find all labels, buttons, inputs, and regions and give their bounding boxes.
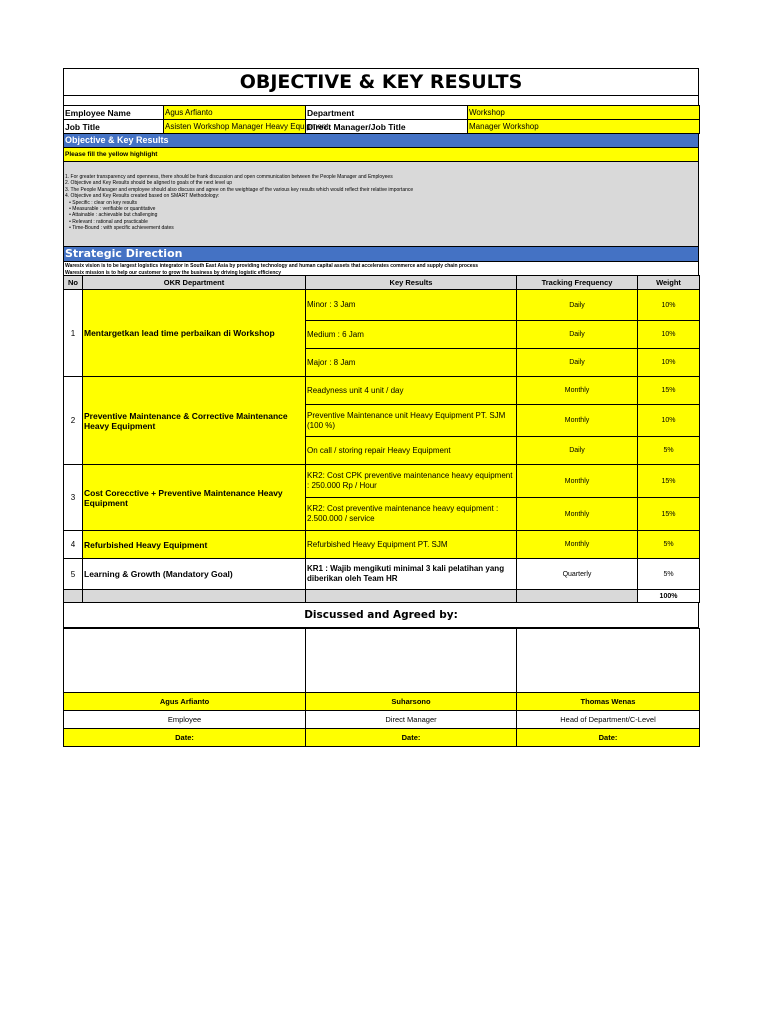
manager-field[interactable]: Manager Workshop (468, 120, 700, 134)
signer-role: Employee (64, 711, 306, 729)
employee-info-table (63, 105, 700, 134)
objective-no: 4 (64, 531, 83, 559)
header-kr: Key Results (306, 276, 517, 290)
objective-no: 2 (64, 377, 83, 465)
guideline-line: • Specific : clear on key results (65, 199, 138, 206)
mission-text: Waresix mission is to help our customer to grow the business by driving logistic efficiency (65, 269, 281, 276)
guideline-line: • Attainable : achievable but challenging (65, 212, 158, 219)
key-result[interactable]: Readyness unit 4 unit / day (306, 377, 517, 405)
signer-role: Head of Department/C-Level (517, 711, 700, 729)
objective-dept: Learning & Growth (Mandatory Goal) (83, 559, 306, 590)
key-result[interactable]: Major : 8 Jam (306, 349, 517, 377)
total-filler (517, 590, 638, 603)
date-field[interactable]: Date: (306, 729, 517, 747)
department-label: Department (306, 106, 468, 120)
department-field[interactable]: Workshop (468, 106, 700, 120)
key-result[interactable]: Preventive Maintenance unit Heavy Equipment PT. SJM (100 %) (306, 405, 517, 437)
guideline-line: 1. For greater transparency and openness, there should be frank discussion and open communication between the People Manager and Employees (65, 174, 393, 180)
tracking-frequency[interactable]: Monthly (517, 498, 638, 531)
signer-name: Thomas Wenas (517, 693, 700, 711)
okr-section-header: Objective & Key Results (63, 134, 699, 148)
key-result[interactable]: KR2: Cost preventive maintenance heavy equipment : 2.500.000 / service (306, 498, 517, 531)
tracking-frequency[interactable]: Daily (517, 290, 638, 321)
header-dept: OKR Department (83, 276, 306, 290)
tracking-frequency[interactable]: Daily (517, 349, 638, 377)
objective-no: 3 (64, 465, 83, 531)
objective-dept[interactable]: Cost Corecctive + Preventive Maintenance Heavy Equipment (83, 465, 306, 531)
key-result[interactable]: Medium : 6 Jam (306, 321, 517, 349)
header-no: No (64, 276, 83, 290)
tracking-frequency[interactable]: Monthly (517, 377, 638, 405)
date-field[interactable]: Date: (517, 729, 700, 747)
objective-no: 1 (64, 290, 83, 377)
agreement-title: Discussed and Agreed by: (63, 603, 699, 628)
page-title: OBJECTIVE & KEY RESULTS (63, 68, 699, 96)
spacer (63, 96, 699, 105)
job-title-field[interactable]: Asisten Workshop Manager Heavy Equipment (164, 120, 306, 134)
total-weight: 100% (638, 590, 700, 603)
strategic-direction-header: Strategic Direction (63, 247, 699, 262)
total-filler (306, 590, 517, 603)
guidelines-box (63, 161, 699, 247)
key-result[interactable]: On call / storing repair Heavy Equipment (306, 437, 517, 465)
objective-dept[interactable]: Preventive Maintenance & Corrective Maintenance Heavy Equipment (83, 377, 306, 465)
tracking-frequency[interactable]: Daily (517, 321, 638, 349)
signer-name: Suharsono (306, 693, 517, 711)
guideline-line: • Measurable : verifiable or quantitative (65, 206, 156, 213)
weight: 5% (638, 559, 700, 590)
weight[interactable]: 15% (638, 465, 700, 498)
signature-box-manager[interactable] (306, 629, 517, 693)
vision-mission (63, 262, 699, 275)
date-field[interactable]: Date: (64, 729, 306, 747)
guideline-line: 2. Objective and Key Results should be aligned to goals of the next level up (65, 180, 233, 187)
weight[interactable]: 15% (638, 498, 700, 531)
tracking-frequency[interactable]: Daily (517, 437, 638, 465)
weight[interactable]: 10% (638, 349, 700, 377)
job-title-label: Job Title (64, 120, 164, 134)
key-result[interactable]: Minor : 3 Jam (306, 290, 517, 321)
signature-table (63, 628, 700, 747)
objective-dept[interactable]: Refurbished Heavy Equipment (83, 531, 306, 559)
objective-dept[interactable]: Mentargetkan lead time perbaikan di Workshop (83, 290, 306, 377)
fill-note: Please fill the yellow highlight (63, 148, 699, 161)
weight[interactable]: 10% (638, 321, 700, 349)
total-filler (83, 590, 306, 603)
employee-name-label: Employee Name (64, 106, 164, 120)
guideline-line: • Relevant : rational and practicable (65, 218, 148, 225)
guideline-line: 3. The People Manager and employee should also discuss and agree on the weightage of the various key results which would reflect their relative importance (65, 186, 414, 193)
manager-label: Direct Manager/Job Title (306, 120, 468, 134)
weight[interactable]: 10% (638, 290, 700, 321)
okr-table (63, 275, 700, 603)
tracking-frequency[interactable]: Monthly (517, 405, 638, 437)
signature-box-head[interactable] (517, 629, 700, 693)
guideline-line: • Time-Bound : with specific achievement dates (65, 225, 174, 232)
signer-name: Agus Arfianto (64, 693, 306, 711)
signature-box-employee[interactable] (64, 629, 306, 693)
weight[interactable]: 5% (638, 437, 700, 465)
tracking-frequency: Quarterly (517, 559, 638, 590)
objective-no: 5 (64, 559, 83, 590)
weight[interactable]: 15% (638, 377, 700, 405)
employee-name-field[interactable]: Agus Arfianto (164, 106, 306, 120)
tracking-frequency[interactable]: Monthly (517, 531, 638, 559)
key-result: KR1 : Wajib mengikuti minimal 3 kali pelatihan yang diberikan oleh Team HR (306, 559, 517, 590)
tracking-frequency[interactable]: Monthly (517, 465, 638, 498)
signer-role: Direct Manager (306, 711, 517, 729)
vision-text: Waresix vision is to be largest logistics integrator in South East Asia by providing technology and human capital assets that accelerates commerce and supply chain process (65, 263, 479, 269)
weight[interactable]: 5% (638, 531, 700, 559)
key-result[interactable]: Refurbished Heavy Equipment PT. SJM (306, 531, 517, 559)
total-filler (64, 590, 83, 603)
weight[interactable]: 10% (638, 405, 700, 437)
header-weight: Weight (638, 276, 700, 290)
okr-sheet (63, 68, 699, 747)
guideline-line: 4. Objective and Key Results created based on SMART Methodology: (65, 193, 220, 200)
key-result[interactable]: KR2: Cost CPK preventive maintenance heavy equipment : 250.000 Rp / Hour (306, 465, 517, 498)
header-freq: Tracking Frequency (517, 276, 638, 290)
